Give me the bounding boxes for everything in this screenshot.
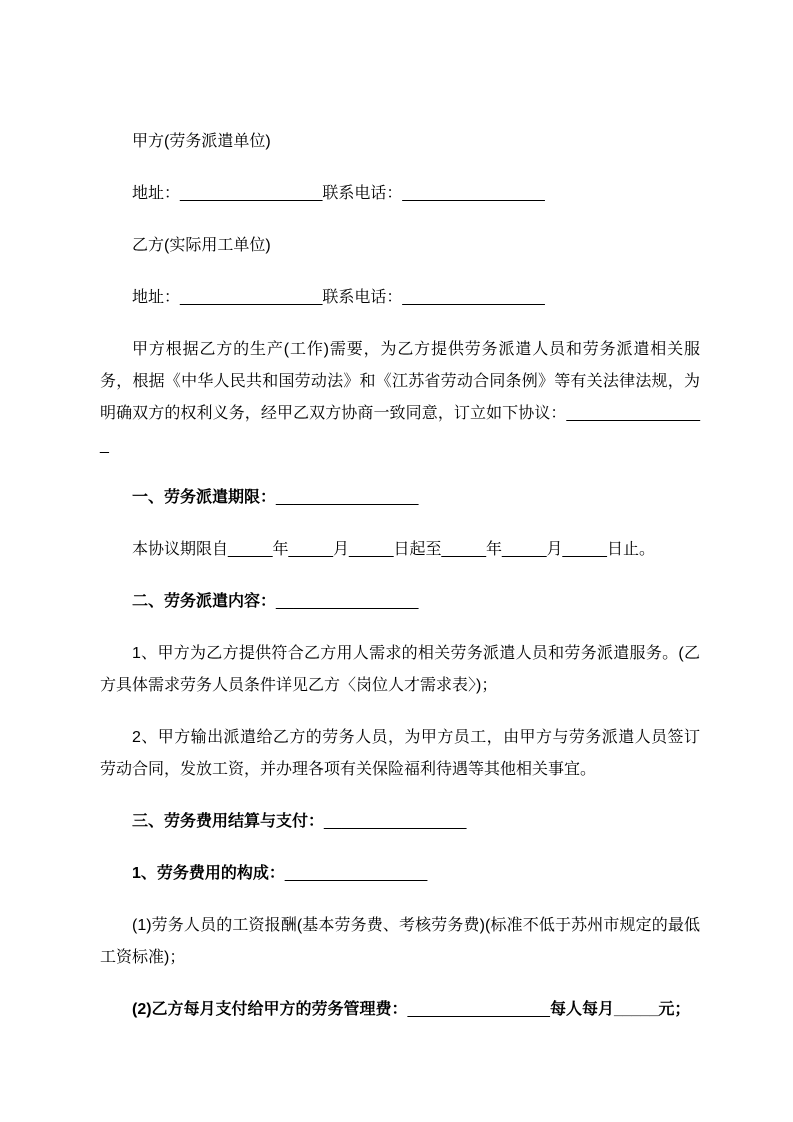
text-run: 地址：________________联系电话：________________ <box>132 289 545 306</box>
text-run: 甲方(劳务派遣单位) <box>132 133 271 150</box>
paragraph <box>100 126 700 158</box>
text-run: ________________ <box>407 1001 550 1018</box>
paragraph <box>100 230 700 262</box>
heading-text-run: 1、劳务费用的构成： <box>132 865 285 882</box>
text-run: 地址：________________联系电话：________________ <box>132 185 545 202</box>
paragraph <box>100 482 700 514</box>
text-run: ________________ <box>276 489 419 506</box>
text-run: (1)劳务人员的工资报酬(基本劳务费、考核劳务费)(标准不低于苏州市规定的最低工资标准)； <box>100 917 700 966</box>
paragraph <box>100 722 700 786</box>
text-run: 甲方根据乙方的生产(工作)需要，为乙方提供劳务派遣人员和劳务派遣相关服务，根据《中华人民共和国劳动法》和《江苏省劳动合同条例》等有关法律法规，为明确双方的权利义务，经甲乙双方协商一致同意，订立如下协议：________________ <box>100 341 700 454</box>
paragraph <box>100 178 700 210</box>
paragraph <box>100 638 700 702</box>
heading-text-run: (2)乙方每月支付给甲方的劳务管理费： <box>132 1001 408 1018</box>
paragraph <box>100 910 700 974</box>
paragraph <box>100 586 700 618</box>
text-run: 1、甲方为乙方提供符合乙方用人需求的相关劳务派遣人员和劳务派遣服务。(乙方具体需求劳务人员条件详见乙方〈岗位人才需求表〉)； <box>100 645 700 694</box>
contract-body <box>100 126 700 1026</box>
text-run: 本协议期限自_____年_____月_____日起至_____年_____月_____日止。 <box>132 541 655 558</box>
paragraph <box>100 282 700 314</box>
text-run: ________________ <box>324 813 467 830</box>
heading-text-run: 二、劳务派遣内容： <box>132 593 277 610</box>
text-run: 乙方(实际用工单位) <box>132 237 271 254</box>
paragraph <box>100 858 700 890</box>
heading-text-run: 一、劳务派遣期限： <box>132 489 277 506</box>
heading-text-run: 每人每月_____元； <box>549 1001 691 1018</box>
paragraph <box>100 534 700 566</box>
paragraph <box>100 806 700 838</box>
paragraph <box>100 334 700 462</box>
text-run: 2、甲方输出派遣给乙方的劳务人员，为甲方员工，由甲方与劳务派遣人员签订劳动合同，发放工资，并办理各项有关保险福利待遇等其他相关事宜。 <box>100 729 700 778</box>
heading-text-run: 三、劳务费用结算与支付： <box>132 813 325 830</box>
paragraph <box>100 994 700 1026</box>
text-run: ________________ <box>276 593 419 610</box>
text-run: ________________ <box>284 865 428 882</box>
